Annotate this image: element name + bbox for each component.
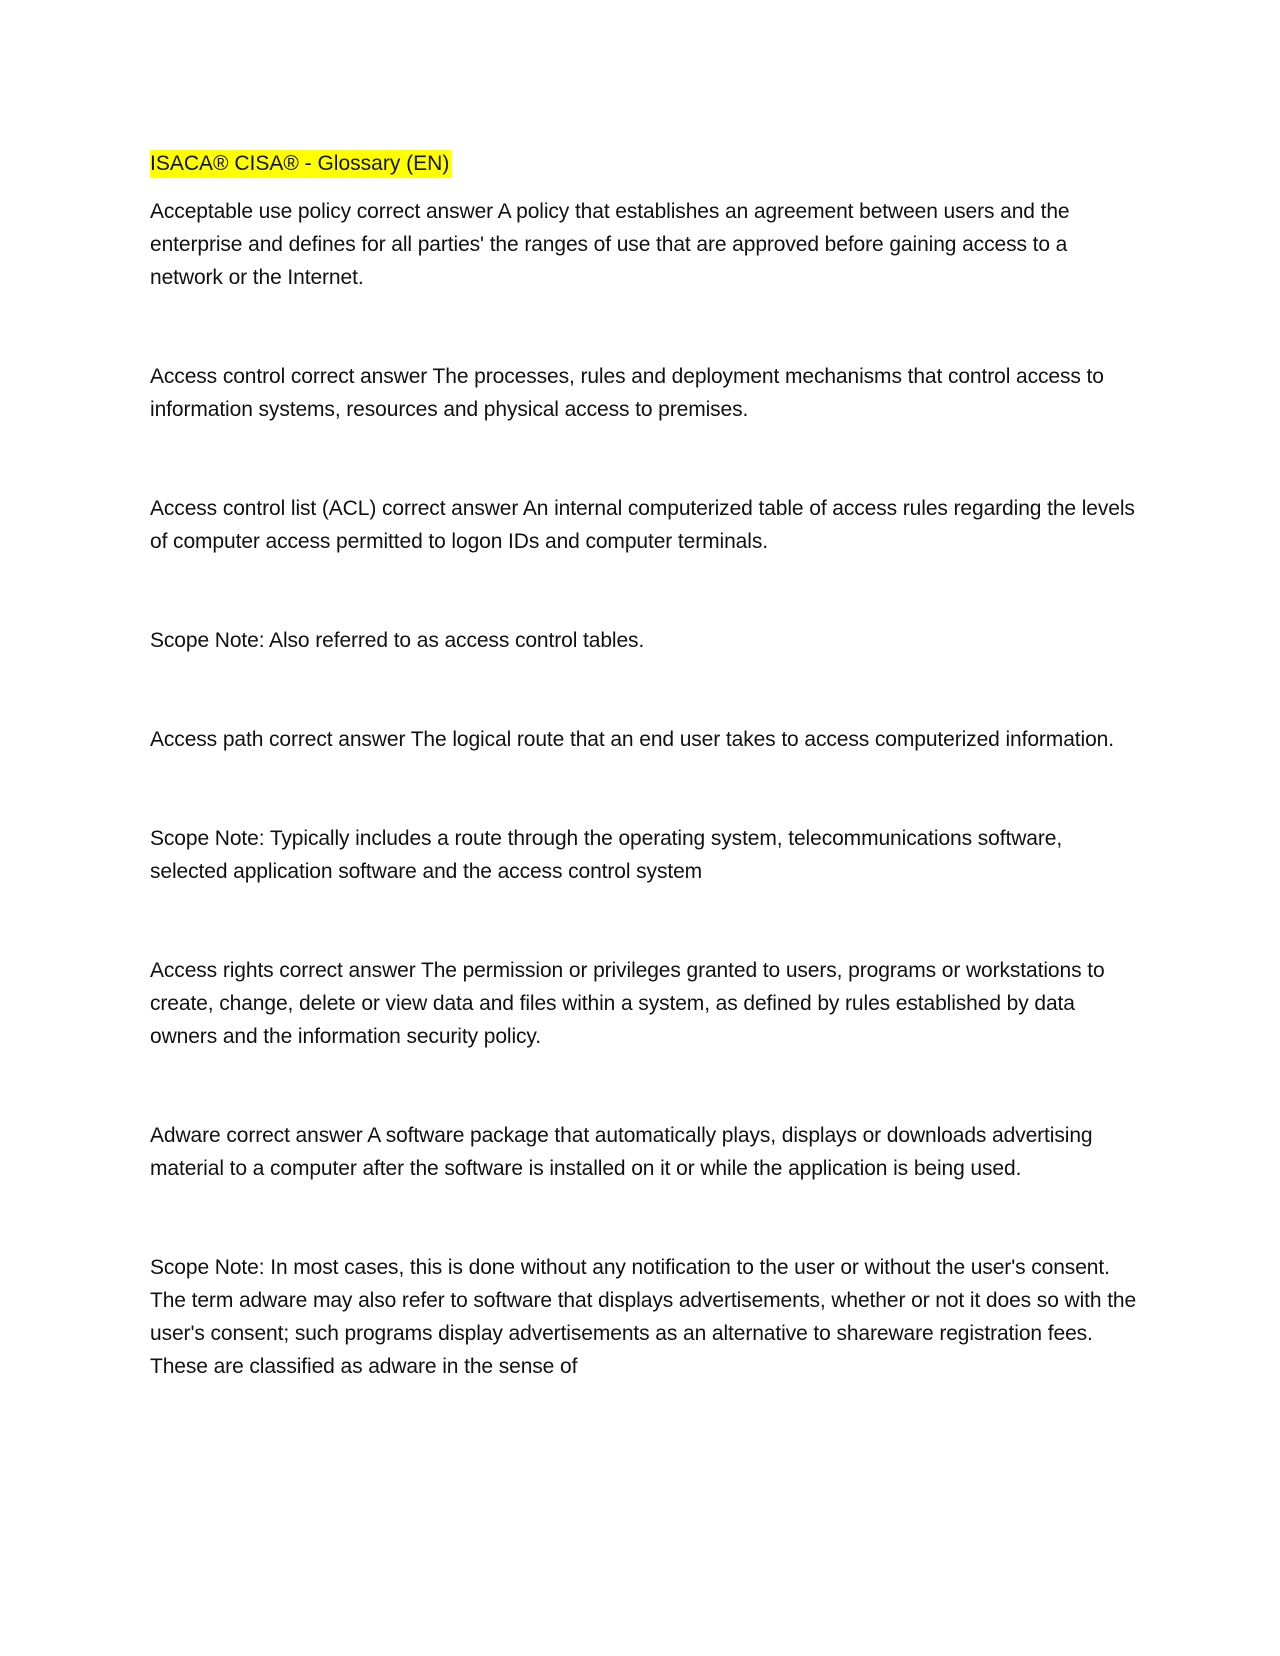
scope-note-adware: Scope Note: In most cases, this is done without any notification to the user or without the user's consent. The term adware may also refer to software that displays advertisements, whether or not it does so with the user's consent; such programs display advertisements as an alternative to shareware registration fees. These are classified as adware in the sense of (150, 1256, 1137, 1378)
glossary-entry-access-control-list: Access control list (ACL) correct answer An internal computerized table of access rules regarding the levels of computer access permitted to logon IDs and computer terminals. (150, 497, 1135, 553)
glossary-entry-acceptable-use-policy: Acceptable use policy correct answer A policy that establishes an agreement between users and the enterprise and defines for all parties' the ranges of use that are approved before gaining access to a network or the Internet. (150, 200, 1070, 289)
glossary-entry-adware: Adware correct answer A software package that automatically plays, displays or downloads advertising material to a computer after the software is installed on it or while the application is being used. (150, 1124, 1093, 1180)
scope-note-access-control-list: Scope Note: Also referred to as access control tables. (150, 629, 645, 652)
scope-note-access-path: Scope Note: Typically includes a route through the operating system, telecommunications software, selected application software and the access control system (150, 827, 1063, 883)
glossary-entry-access-path: Access path correct answer The logical route that an end user takes to access computerized information. (150, 728, 1114, 751)
document-title: ISACA® CISA® - Glossary (EN) (150, 150, 451, 178)
glossary-entry-access-control: Access control correct answer The processes, rules and deployment mechanisms that control access to information systems, resources and physical access to premises. (150, 365, 1104, 421)
document-body (150, 150, 1140, 1449)
glossary-entry-access-rights: Access rights correct answer The permission or privileges granted to users, programs or workstations to create, change, delete or view data and files within a system, as defined by rules established by data owners and the information security policy. (150, 959, 1105, 1048)
